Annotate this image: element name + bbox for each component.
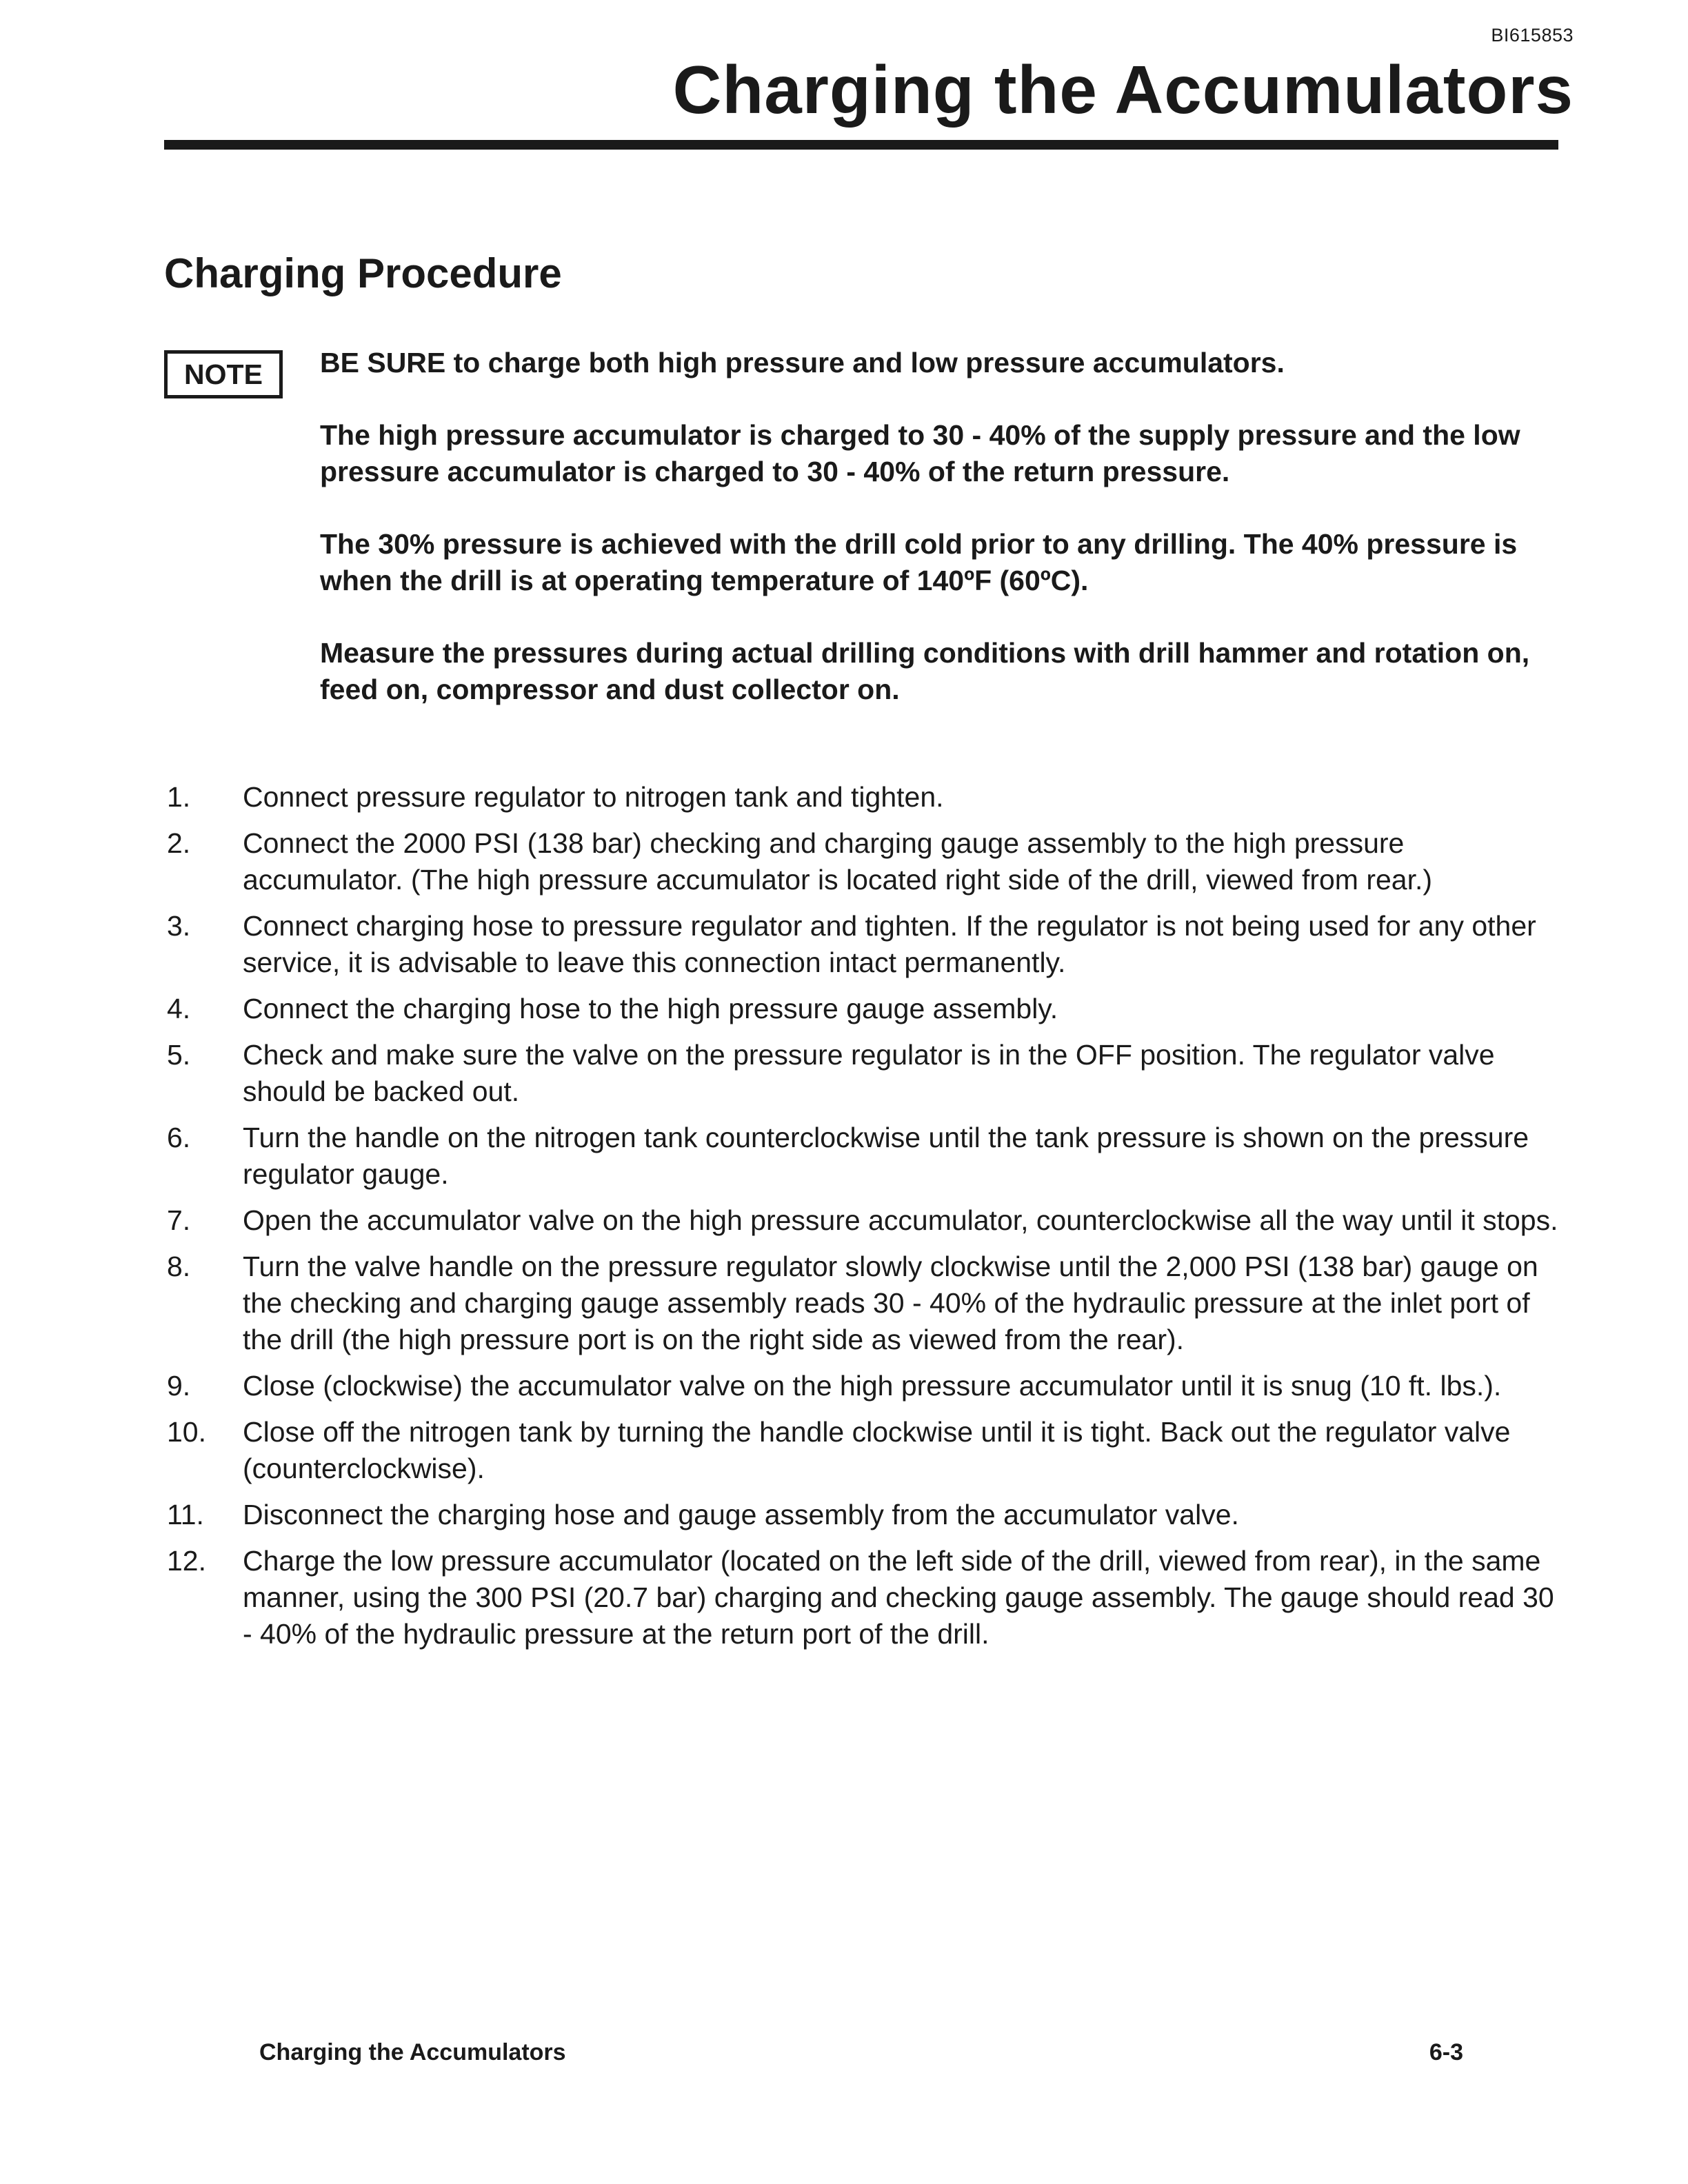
footer-page-number: 6-3 [1429,2039,1463,2065]
step-item [164,825,1571,898]
step-number: 1. [167,781,191,813]
step-text: Turn the valve handle on the pressure regulator slowly clockwise until the 2,000 PSI (138 bar) gauge on the checking and charging gauge assembly reads 30 - 40% of the hydraulic pressure at the inlet port of the drill (the high pressure port is on the right side as viewed from the rear). [243,1251,1538,1355]
footer-title: Charging the Accumulators [259,2039,566,2065]
step-text: Connect the 2000 PSI (138 bar) checking and charging gauge assembly to the high pressure accumulator. (The high pressure accumulator is located right side of the drill, viewed from rear.) [243,827,1433,896]
document-id: BI615853 [1491,25,1574,46]
step-number: 11. [167,1499,204,1530]
step-number: 6. [167,1122,191,1153]
step-item [164,991,1571,1027]
step-item [164,1543,1571,1652]
section-heading: Charging Procedure [164,250,562,296]
step-item [164,1248,1571,1358]
step-text: Connect pressure regulator to nitrogen tank and tighten. [243,781,944,813]
step-text: Check and make sure the valve on the pressure regulator is in the OFF position. The regulator valve should be backed out. [243,1039,1495,1107]
step-item [164,1368,1571,1404]
page-title: Charging the Accumulators [672,52,1574,128]
step-item [164,779,1571,816]
step-item [164,1120,1571,1193]
note-paragraph: The 30% pressure is achieved with the drill cold prior to any drilling. The 40% pressure is when the drill is at operating temperature of 140ºF (60ºC). [320,528,1518,596]
step-item [164,1414,1571,1487]
step-text: Close off the nitrogen tank by turning the handle clockwise until it is tight. Back out the regulator valve (counterclockwise). [243,1416,1511,1484]
note-body [320,345,1561,744]
step-text: Charge the low pressure accumulator (located on the left side of the drill, viewed from rear), in the same manner, using the 300 PSI (20.7 bar) charging and checking gauge assembly. The gauge should read 30 - 40% of the hydraulic pressure at the return port of the drill. [243,1545,1554,1650]
step-item [164,908,1571,981]
note-label: NOTE [164,350,283,398]
step-number: 4. [167,993,191,1024]
step-text: Disconnect the charging hose and gauge assembly from the accumulator valve. [243,1499,1239,1530]
step-number: 10. [167,1416,206,1448]
title-rule [164,140,1558,150]
step-text: Close (clockwise) the accumulator valve on the high pressure accumulator until it is snug (10 ft. lbs.). [243,1370,1502,1402]
step-number: 3. [167,910,191,942]
procedure-steps [164,779,1571,1662]
step-text: Turn the handle on the nitrogen tank counterclockwise until the tank pressure is shown on the pressure regulator gauge. [243,1122,1529,1190]
step-number: 9. [167,1370,191,1402]
step-number: 12. [167,1545,206,1577]
note-paragraph: BE SURE to charge both high pressure and low pressure accumulators. [320,347,1285,378]
step-number: 2. [167,827,191,859]
step-text: Connect the charging hose to the high pressure gauge assembly. [243,993,1058,1024]
note-paragraph: Measure the pressures during actual drilling conditions with drill hammer and rotation on, feed on, compressor and dust collector on. [320,637,1530,705]
step-number: 8. [167,1251,191,1282]
step-item [164,1497,1571,1533]
step-text: Connect charging hose to pressure regulator and tighten. If the regulator is not being used for any other service, it is advisable to leave this connection intact permanently. [243,910,1536,978]
note-paragraph: The high pressure accumulator is charged to 30 - 40% of the supply pressure and the low pressure accumulator is charged to 30 - 40% of the return pressure. [320,419,1520,487]
step-item [164,1202,1571,1239]
step-text: Open the accumulator valve on the high pressure accumulator, counterclockwise all the way until it stops. [243,1204,1558,1236]
step-item [164,1037,1571,1110]
step-number: 5. [167,1039,191,1071]
step-number: 7. [167,1204,191,1236]
